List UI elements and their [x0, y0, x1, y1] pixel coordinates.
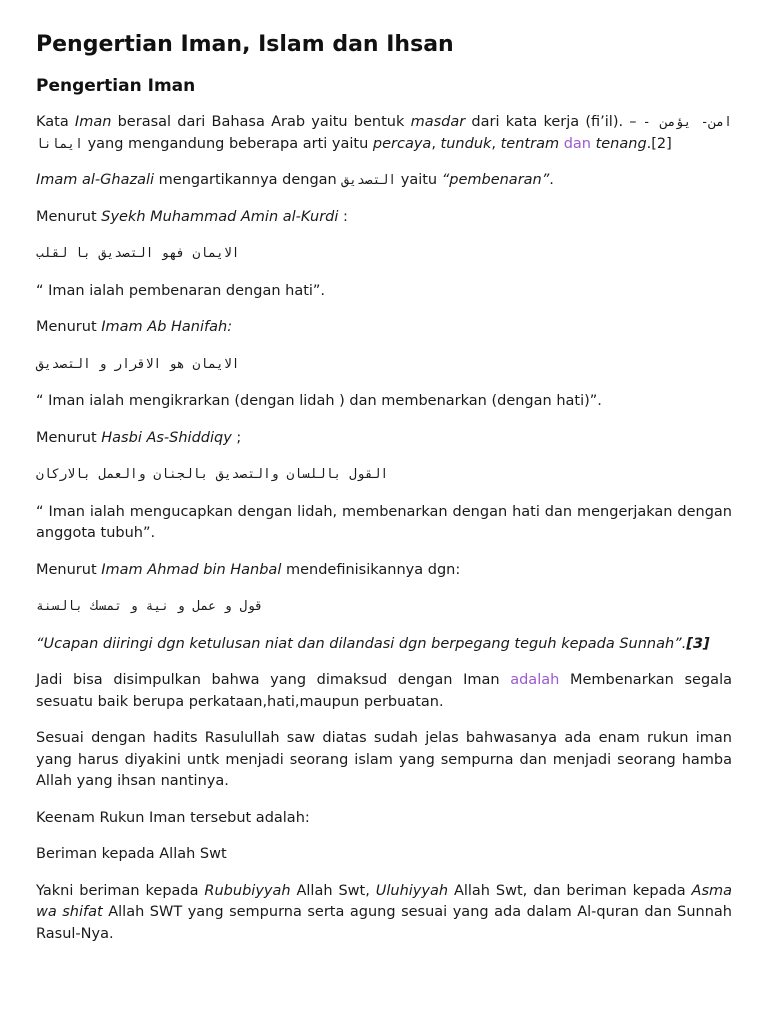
text: Allah Swt, dan beriman kepada: [448, 882, 692, 899]
arabic-text: ايمانا: [36, 136, 83, 152]
term-masdar: masdar: [410, 114, 466, 130]
text: yaitu: [396, 172, 442, 188]
text: berasal dari Bahasa Arab yaitu bentuk: [111, 114, 411, 130]
translation: “ Iman ialah mengikrarkan (dengan lidah ) dan membenarkan (dengan hati)”.: [36, 393, 602, 409]
reference: [3]: [686, 635, 710, 652]
arabic-text: الايمان هو الاقرار و التصديق: [36, 356, 240, 372]
text: .: [549, 172, 554, 188]
paragraph-conclusion: [36, 670, 732, 713]
translation: [36, 634, 732, 656]
scholar-name: Syekh Muhammad Amin al-Kurdi: [101, 208, 339, 225]
text: yang mengandung beberapa arti yaitu: [82, 135, 373, 152]
link-dan[interactable]: dan: [563, 135, 591, 152]
arabic-text: امن- يؤمن -: [642, 115, 733, 130]
quote: “Ucapan diiringi dgn ketulusan niat dan dilandasi dgn berpegang teguh kepada Sunnah”.: [36, 635, 687, 652]
section-heading: Pengertian Iman: [36, 76, 196, 96]
page-title: Pengertian Iman, Islam dan Ihsan: [36, 32, 454, 57]
text: Kata: [36, 114, 75, 130]
term: Asma wa shifat: [36, 882, 733, 920]
term: tunduk: [440, 135, 492, 152]
paragraph-hanbal: [36, 560, 732, 582]
scholar-name: Imam Ahmad bin Hanbal: [101, 561, 282, 578]
text: dari kata kerja (fi’il). –: [465, 114, 643, 130]
translation: “ Iman ialah mengucapkan dengan lidah, membenarkan dengan hati dan mengerjakan dengan anggota tubuh”.: [36, 503, 732, 541]
quote: “pembenaran”: [441, 172, 550, 188]
paragraph-ghazali: [36, 170, 732, 192]
link-adalah[interactable]: adalah: [510, 672, 560, 688]
term-iman: Iman: [74, 114, 112, 130]
term: tentram: [500, 135, 560, 152]
arabic-text: الايمان فهو التصديق با لقلب: [36, 246, 240, 261]
article: [36, 30, 732, 960]
scholar-name: Hasbi As-Shiddiqy: [101, 429, 232, 446]
term: Uluhiyyah: [375, 882, 449, 899]
paragraph-rukun-intro: Keenam Rukun Iman tersebut adalah:: [36, 809, 310, 826]
arabic-text: القول باللسان والتصديق بالجنان والعمل بالاركان: [36, 467, 389, 482]
arabic-quote: [36, 354, 732, 376]
text: mengartikannya dengan: [154, 172, 342, 188]
paragraph-hasbi: [36, 428, 732, 450]
text: Allah Swt,: [290, 882, 376, 899]
text: mendefinisikannya dgn:: [281, 561, 461, 578]
scholar-name: Imam Ab Hanifah:: [101, 319, 233, 335]
term: tenang: [595, 135, 647, 152]
term: percaya: [372, 135, 432, 152]
text: ,: [431, 135, 441, 152]
paragraph-rukun-1-detail: [36, 881, 732, 946]
arabic-quote: [36, 243, 732, 265]
arabic-text: قول و عمل و نية و تمسك بالسنة: [36, 599, 263, 614]
text: Yakni beriman kepada: [36, 882, 205, 899]
paragraph-definition: [36, 112, 732, 155]
paragraph-hanifah: [36, 317, 732, 339]
term: Rububiyyah: [204, 882, 291, 899]
text: Jadi bisa disimpulkan bahwa yang dimaksud dengan Iman: [36, 672, 511, 688]
text: Menurut: [36, 319, 102, 335]
scholar-name: Imam al-Ghazali: [36, 172, 155, 188]
text: Menurut: [36, 208, 102, 225]
arabic-quote: [36, 596, 732, 618]
paragraph-hadith: Sesuai dengan hadits Rasulullah saw diatas sudah jelas bahwasanya ada enam rukun iman yang harus diyakini untk menjadi seorang islam yang sempurna dan menjadi seorang hamba Allah yang ihsan nantinya.: [36, 730, 732, 789]
text: :: [338, 208, 348, 225]
text: Membenarkan segala sesuatu baik berupa perkataan,hati,maupun perbuatan.: [36, 672, 732, 710]
text: Menurut: [36, 429, 102, 446]
paragraph-rukun-1: Beriman kepada Allah Swt: [36, 846, 227, 862]
text: Allah SWT yang sempurna serta agung sesuai yang ada dalam Al-quran dan Sunnah Rasul-Nya.: [36, 904, 732, 942]
paragraph-kurdi: [36, 207, 732, 229]
arabic-quote: [36, 464, 732, 486]
text: Menurut: [36, 561, 102, 578]
text: ;: [231, 429, 242, 446]
reference: .[2]: [646, 135, 672, 152]
translation: “ Iman ialah pembenaran dengan hati”.: [36, 282, 326, 299]
arabic-text: التصديق: [341, 173, 397, 188]
text: ,: [491, 135, 501, 152]
